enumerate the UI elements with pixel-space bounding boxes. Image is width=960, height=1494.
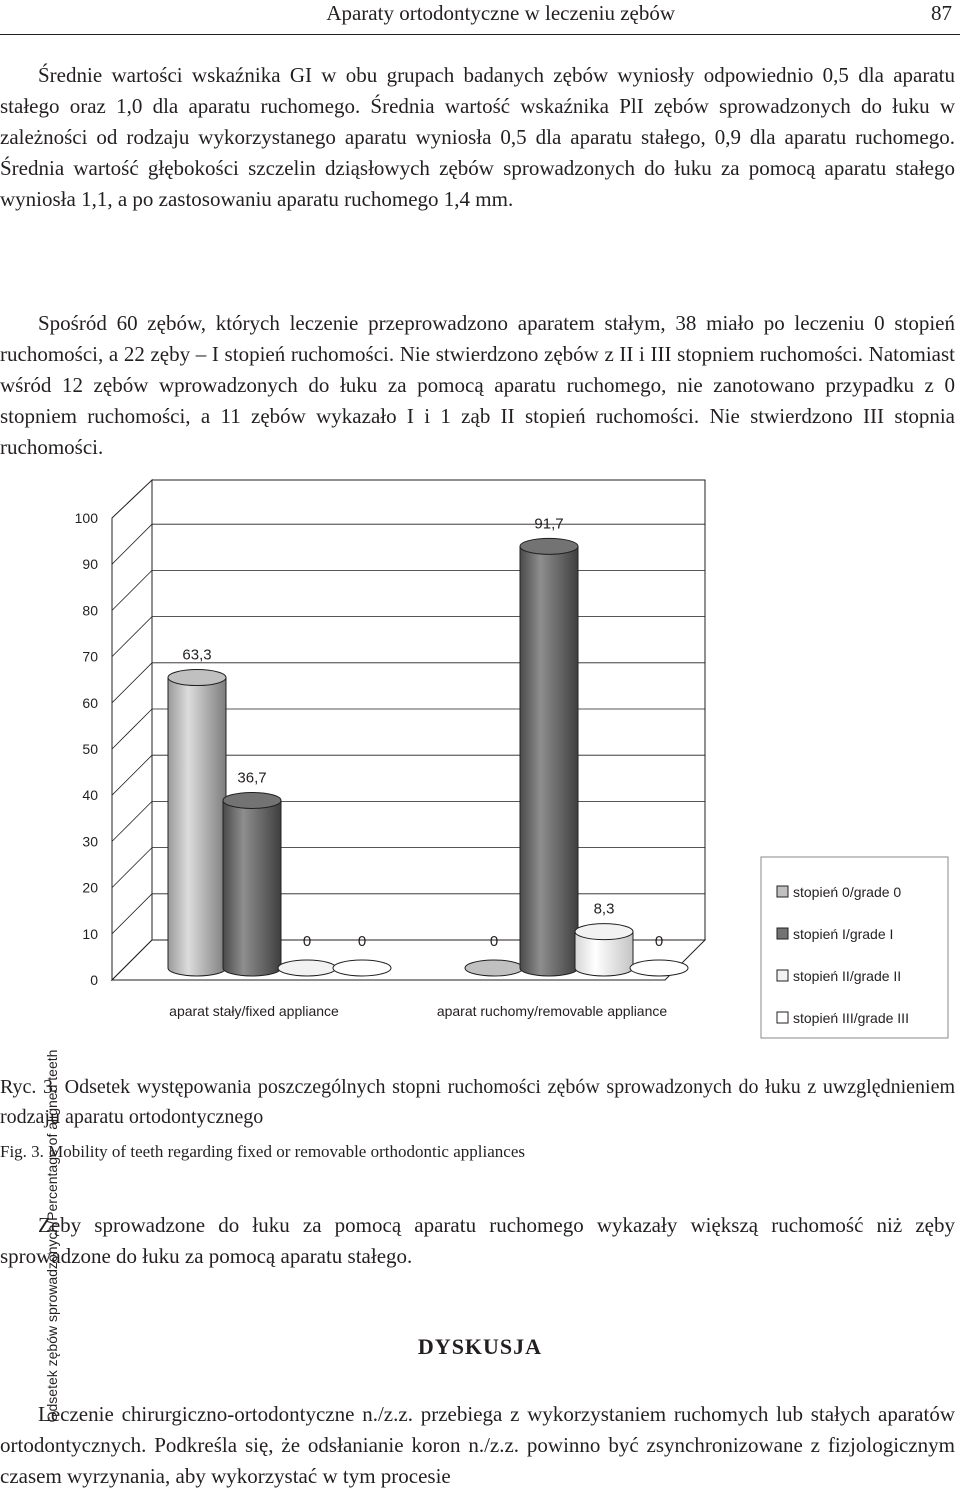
paragraph-discussion: Leczenie chirurgiczno-ortodontyczne n./z.z. przebiega z wykorzystaniem ruchomych lub stałych aparatów ortodontycznych. Podkreśla się, że odsłanianie koron n./z.z. powinno być zsynchronizowane z fizjologicznym czasem wyrzynania, aby wykorzystać w tym procesie — [0, 1402, 955, 1488]
chart-legend — [761, 857, 948, 1038]
bar — [630, 960, 688, 976]
paragraph-mobility-results: Spośród 60 zębów, których leczenie przeprowadzono aparatem stałym, 38 miało po leczeniu 0 stopień ruchomości, a 22 zęby – I stopień ruchomości. Nie stwierdzono zębów z II i III stopniem ruchomości. Natomiast wśród 12 zębów wprowadzonych do łuku za pomocą aparatu ruchomego, nie zanotowano przypadku z 0 stopniem ruchomości, a 11 zębów wykazało I i 1 ząb II stopień ruchomości. Nie stwierdzono III stopnia ruchomości. — [0, 311, 955, 459]
bar-top — [278, 960, 336, 976]
bar — [520, 538, 578, 976]
gridline — [112, 570, 705, 610]
legend-swatch — [777, 970, 788, 981]
y-tick-label: 20 — [82, 879, 98, 896]
bar — [223, 792, 281, 976]
paragraph-conclusion: Zęby sprowadzone do łuku za pomocą aparatu ruchomego wykazały większą ruchomość niż zęby sprowadzone do łuku za pomocą aparatu stałego. — [0, 1213, 955, 1268]
category-label: aparat ruchomy/removable appliance — [436, 1003, 668, 1019]
legend-swatch — [777, 928, 788, 939]
y-tick-label: 50 — [82, 741, 98, 757]
legend-swatch — [777, 886, 788, 897]
bar-top — [333, 960, 391, 976]
data-label: 63,3 — [182, 646, 212, 664]
bars — [168, 515, 688, 976]
y-axis-label: Odsetek zębów sprowadzonych/Percentage of aligned teeth — [44, 1049, 60, 1423]
bar-top — [168, 670, 226, 686]
y-tick-label: 90 — [82, 556, 98, 573]
bar — [465, 960, 523, 976]
data-label: 0 — [357, 933, 367, 950]
running-title: Aparaty ortodontyczne w leczeniu zębów — [326, 1, 675, 25]
y-tick-label: 10 — [82, 925, 98, 942]
bar-top — [575, 924, 633, 940]
bar — [575, 924, 633, 976]
bar-top — [223, 792, 281, 808]
bar — [168, 670, 226, 976]
legend-swatch — [777, 1012, 788, 1023]
data-label: 0 — [654, 933, 664, 950]
bar-body — [223, 800, 281, 976]
section-heading: DYSKUSJA — [417, 1334, 543, 1359]
bar-body — [168, 678, 226, 976]
figure-caption-english: Fig. 3. Mobility of teeth regarding fixed or removable orthodontic appliances — [0, 1142, 525, 1161]
data-label: 0 — [302, 933, 312, 950]
y-tick-label: 30 — [82, 833, 98, 850]
y-tick-label: 70 — [82, 648, 98, 665]
y-tick-label: 80 — [82, 602, 98, 619]
data-label: 8,3 — [593, 900, 615, 918]
legend-label: stopień 0/grade 0 — [793, 884, 902, 900]
figure-caption-polish: Ryc. 3. Odsetek występowania poszczególnych stopni ruchomości zębów sprowadzonych do łuku z uwzględnieniem rodzaju aparatu ortodontycznego — [0, 1076, 955, 1128]
bar — [333, 960, 391, 976]
page-number: 87 — [931, 1, 952, 25]
data-label: 0 — [489, 933, 499, 950]
bar-top — [520, 538, 578, 554]
paragraph-gi-pli-indices: Średnie wartości wskaźnika GI w obu grupach badanych zębów wyniosły odpowiednio 0,5 dla aparatu stałego oraz 1,0 dla aparatu ruchomego. Średnia wartość wskaźnika PlI zębów sprowadzonych do łuku w zależności od rodzaju wykorzystanego aparatu wyniosła 0,5 dla aparatu stałego, 0,9 dla aparatu ruchomego. Średnia wartość głębokości szczelin dziąsłowych zębów sprowadzonych do łuku za pomocą aparatu stałego wyniosła 1,1, a po zastosowaniu aparatu ruchomego 1,4 mm. — [0, 63, 955, 211]
y-tick-label: 0 — [90, 972, 98, 988]
gridline — [112, 524, 705, 564]
running-header — [0, 0, 960, 35]
legend-label: stopień II/grade II — [793, 968, 902, 984]
bar — [278, 960, 336, 976]
y-tick-label: 60 — [82, 694, 98, 711]
legend-label: stopień III/grade III — [793, 1010, 909, 1026]
y-tick-label: 100 — [74, 510, 98, 526]
data-label: 36,7 — [237, 769, 267, 787]
legend-label: stopień I/grade I — [793, 926, 894, 942]
y-tick-label: 40 — [82, 787, 98, 804]
bar-top — [630, 960, 688, 976]
bar-body — [520, 546, 578, 976]
data-label: 91,7 — [534, 515, 564, 533]
bar-top — [465, 960, 523, 976]
category-label: aparat stały/fixed appliance — [169, 1003, 339, 1019]
side-wall — [112, 480, 152, 980]
category-labels — [169, 1003, 667, 1019]
